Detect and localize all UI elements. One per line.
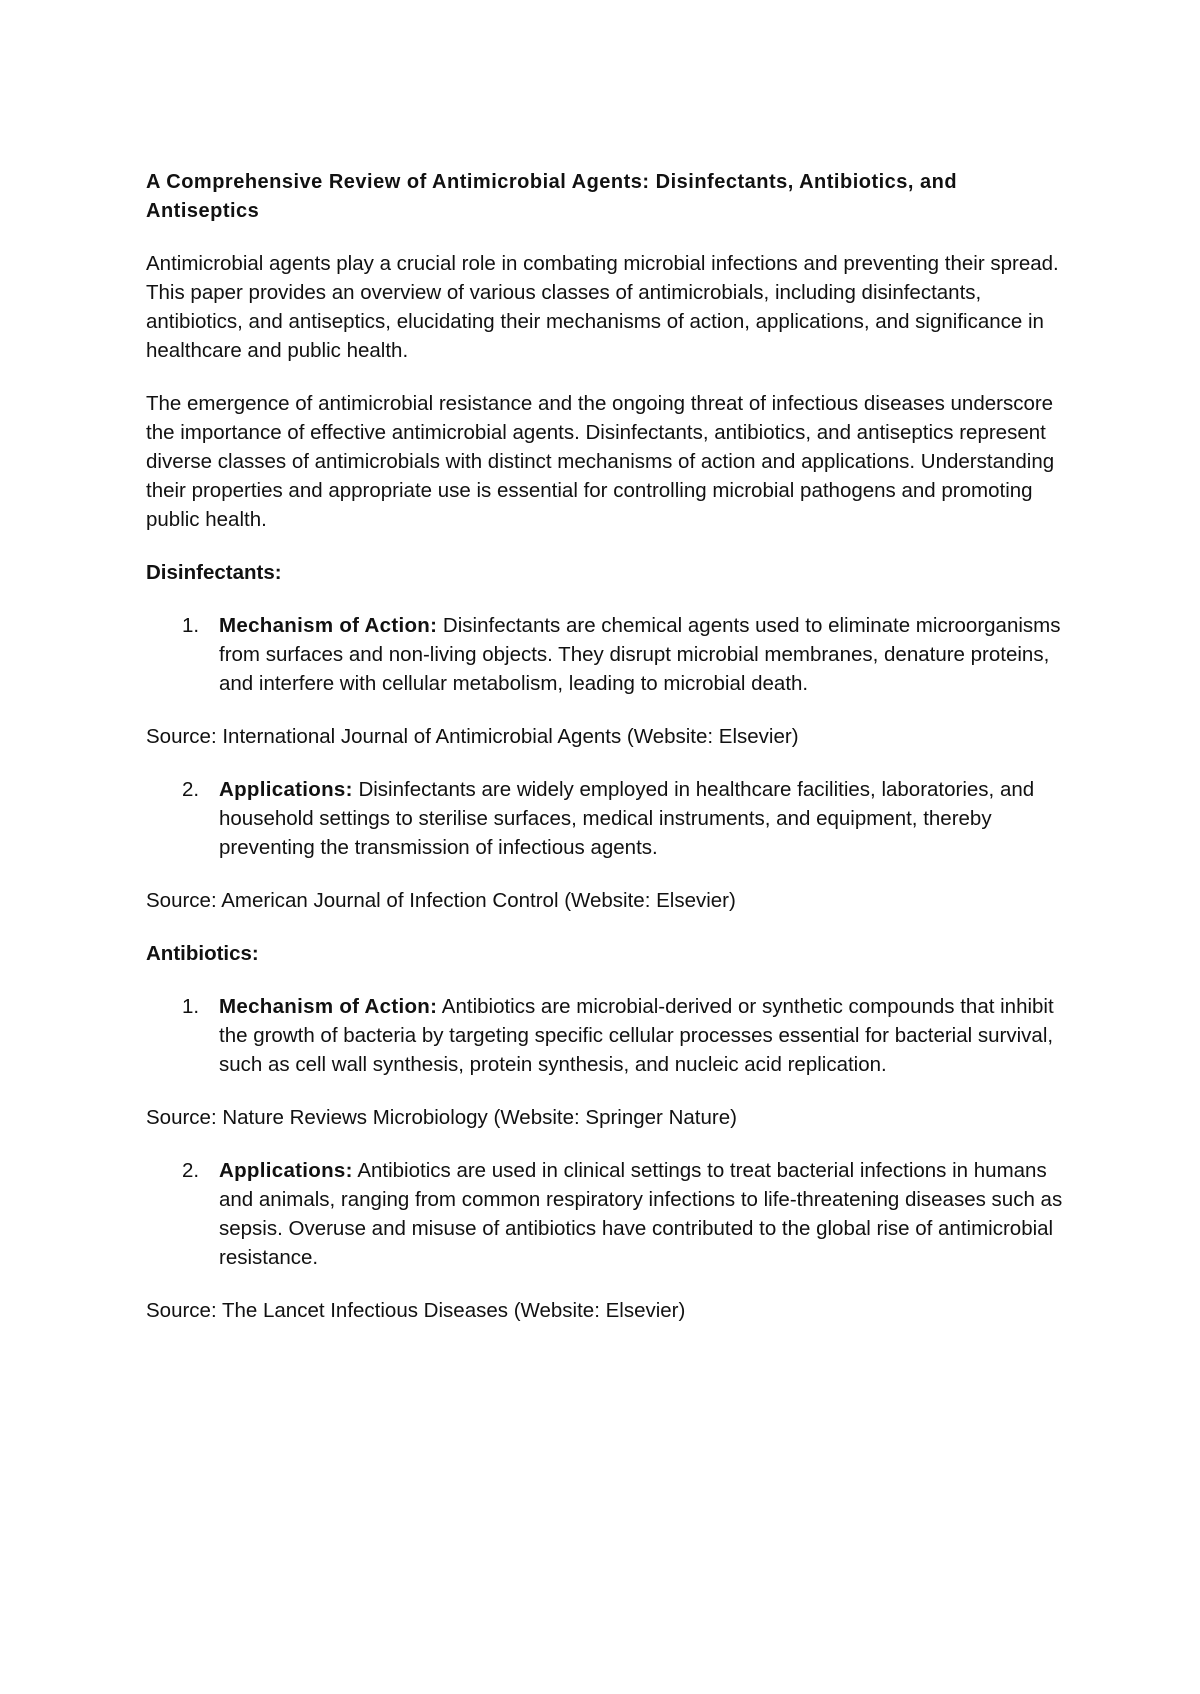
item-text: Antibiotics are used in clinical settings to treat bacterial infections in humans and animals, ranging from common respiratory infections to life-threatening diseases such as sepsis. Overuse and misuse of antibiotics have contributed to the global rise of antimicrobial resistance. (219, 1159, 1063, 1269)
item-text: Antibiotics are microbial-derived or synthetic compounds that inhibit the growth of bacteria by targeting specific cellular processes essential for bacterial survival, such as cell wall synthesis, protein synthesis, and nucleic acid replication. (219, 995, 1054, 1076)
section-heading-disinfectants: Disinfectants: (146, 561, 282, 584)
list-item (146, 611, 1066, 698)
list-item (146, 992, 1066, 1079)
list-item (146, 1156, 1066, 1272)
item-label: Mechanism of Action: (219, 995, 438, 1018)
list-number: 1. (182, 614, 200, 637)
list-number: 2. (182, 1159, 200, 1182)
section-heading-antibiotics: Antibiotics: (146, 942, 259, 965)
list-number: 1. (182, 995, 200, 1018)
item-text: Disinfectants are widely employed in healthcare facilities, laboratories, and household settings to sterilise surfaces, medical instruments, and equipment, thereby preventing the transmission of infectious agents. (219, 778, 1035, 859)
document-title: A Comprehensive Review of Antimicrobial Agents: Disinfectants, Antibiotics, and Antiseptics (146, 171, 958, 222)
source-citation: Source: The Lancet Infectious Diseases (Website: Elsevier) (146, 1299, 686, 1322)
item-label: Applications: (219, 778, 353, 801)
background-paragraph: The emergence of antimicrobial resistance and the ongoing threat of infectious diseases underscore the importance of effective antimicrobial agents. Disinfectants, antibiotics, and antiseptics represent diverse classes of antimicrobials with distinct mechanisms of action and applications. Understanding their properties and appropriate use is essential for controlling microbial pathogens and promoting public health. (146, 392, 1055, 531)
document-page (146, 168, 1066, 1349)
source-citation: Source: Nature Reviews Microbiology (Website: Springer Nature) (146, 1106, 737, 1129)
list-item (146, 775, 1066, 862)
item-label: Applications: (219, 1159, 353, 1182)
item-text: Disinfectants are chemical agents used to eliminate microorganisms from surfaces and non-living objects. They disrupt microbial membranes, denature proteins, and interfere with cellular metabolism, leading to microbial death. (219, 614, 1061, 695)
intro-paragraph: Antimicrobial agents play a crucial role in combating microbial infections and preventing their spread. This paper provides an overview of various classes of antimicrobials, including disinfectants, antibiotics, and antiseptics, elucidating their mechanisms of action, applications, and significance in healthcare and public health. (146, 252, 1059, 362)
source-citation: Source: American Journal of Infection Control (Website: Elsevier) (146, 889, 736, 912)
list-number: 2. (182, 778, 200, 801)
source-citation: Source: International Journal of Antimicrobial Agents (Website: Elsevier) (146, 725, 799, 748)
item-label: Mechanism of Action: (219, 614, 438, 637)
